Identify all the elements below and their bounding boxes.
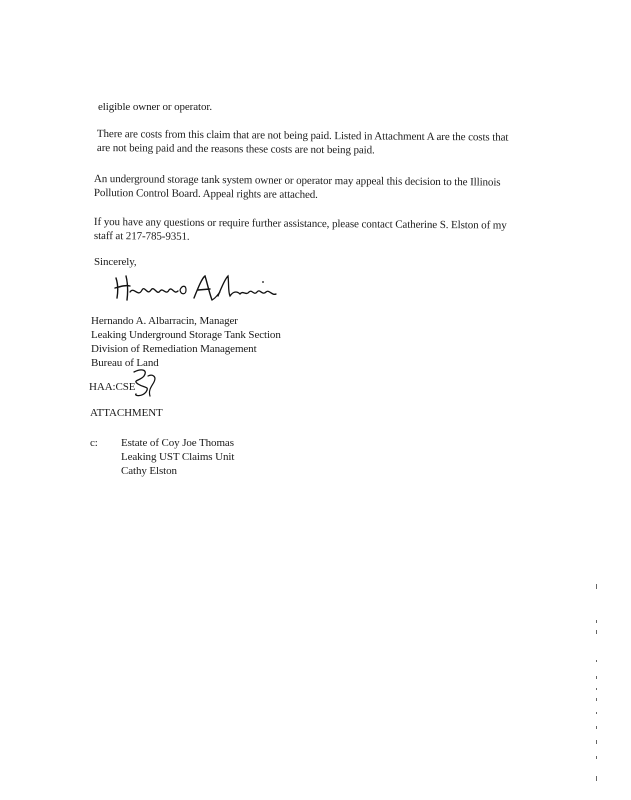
handwritten-initials — [124, 366, 164, 400]
signatory-division: Division of Remediation Management — [91, 343, 257, 355]
reference-initials: HAA:CSE — [89, 381, 136, 393]
appeal-line-2: Pollution Control Board. Appeal rights are attached. — [93, 186, 318, 201]
cc-recipient: Cathy Elston — [121, 465, 177, 477]
costs-line-2: are not being paid and the reasons these costs are not being paid. — [96, 141, 375, 157]
closing-salutation: Sincerely, — [94, 256, 137, 268]
signatory-name-title: Hernando A. Albarracin, Manager — [91, 315, 238, 327]
signatory-bureau: Bureau of Land — [91, 357, 159, 369]
appeal-line-1: An underground storage tank system owner or operator may appeal this decision to the Illinois — [93, 172, 501, 189]
contact-line-2: staff at 217-785-9351. — [93, 229, 190, 243]
attachment-label: ATTACHMENT — [90, 407, 163, 419]
costs-line-1: There are costs from this claim that are not being paid. Listed in Attachment A are the costs that — [96, 127, 509, 144]
signatory-section: Leaking Underground Storage Tank Section — [91, 329, 281, 341]
opening-fragment: eligible owner or operator. — [98, 101, 212, 113]
scan-edge-marks — [596, 580, 602, 790]
contact-line-1: If you have any questions or require further assistance, please contact Catherine S. Elston of my — [93, 215, 507, 232]
handwritten-signature — [112, 270, 282, 306]
cc-recipient: Estate of Coy Joe Thomas — [121, 437, 234, 449]
cc-recipient: Leaking UST Claims Unit — [121, 451, 235, 463]
cc-label: c: — [90, 437, 98, 449]
